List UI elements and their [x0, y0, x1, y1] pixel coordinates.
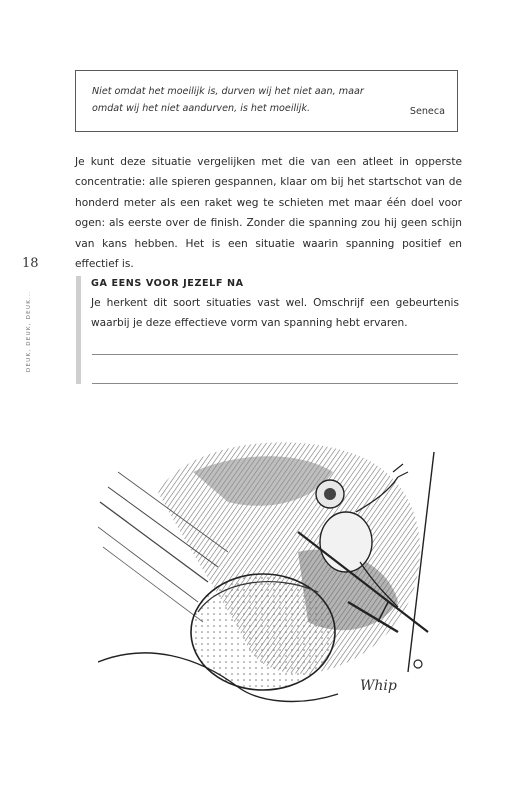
- exercise-box: [76, 276, 461, 384]
- illustration-signature: Whip: [360, 678, 397, 694]
- exercise-accent-bar: [76, 276, 81, 384]
- exercise-title: GA EENS VOOR JEZELF NA: [91, 278, 244, 289]
- quote-box: [75, 70, 458, 132]
- exercise-text: Je herkent dit soort situaties vast wel. Omschrijf een gebeurtenis waarbij je deze effectieve vorm van spanning hebt ervaren.: [91, 297, 459, 330]
- page-number: 18: [22, 256, 39, 271]
- body-paragraph: Je kunt deze situatie vergelijken met die van een atleet in opperste concentratie: alle spieren gespannen, klaar om bij het startschot van de honderd meter als een raket weg te schieten met maar één doel voor ogen: als eerste over de finish. Zonder die spanning zou hij geen schijn van kans hebben. Het is een situatie waarin spanning positief en effectief is.: [75, 156, 462, 271]
- skier-illustration: [98, 432, 450, 710]
- writing-line[interactable]: [92, 354, 458, 355]
- quote-author: Seneca: [409, 106, 445, 117]
- running-head: DEUK, DEUK, DEUK...: [26, 290, 32, 373]
- writing-line[interactable]: [92, 383, 458, 384]
- quote-text: Niet omdat het moeilijk is, durven wij het niet aan, maar omdat wij het niet aandurven, is het moeilijk.: [92, 86, 364, 114]
